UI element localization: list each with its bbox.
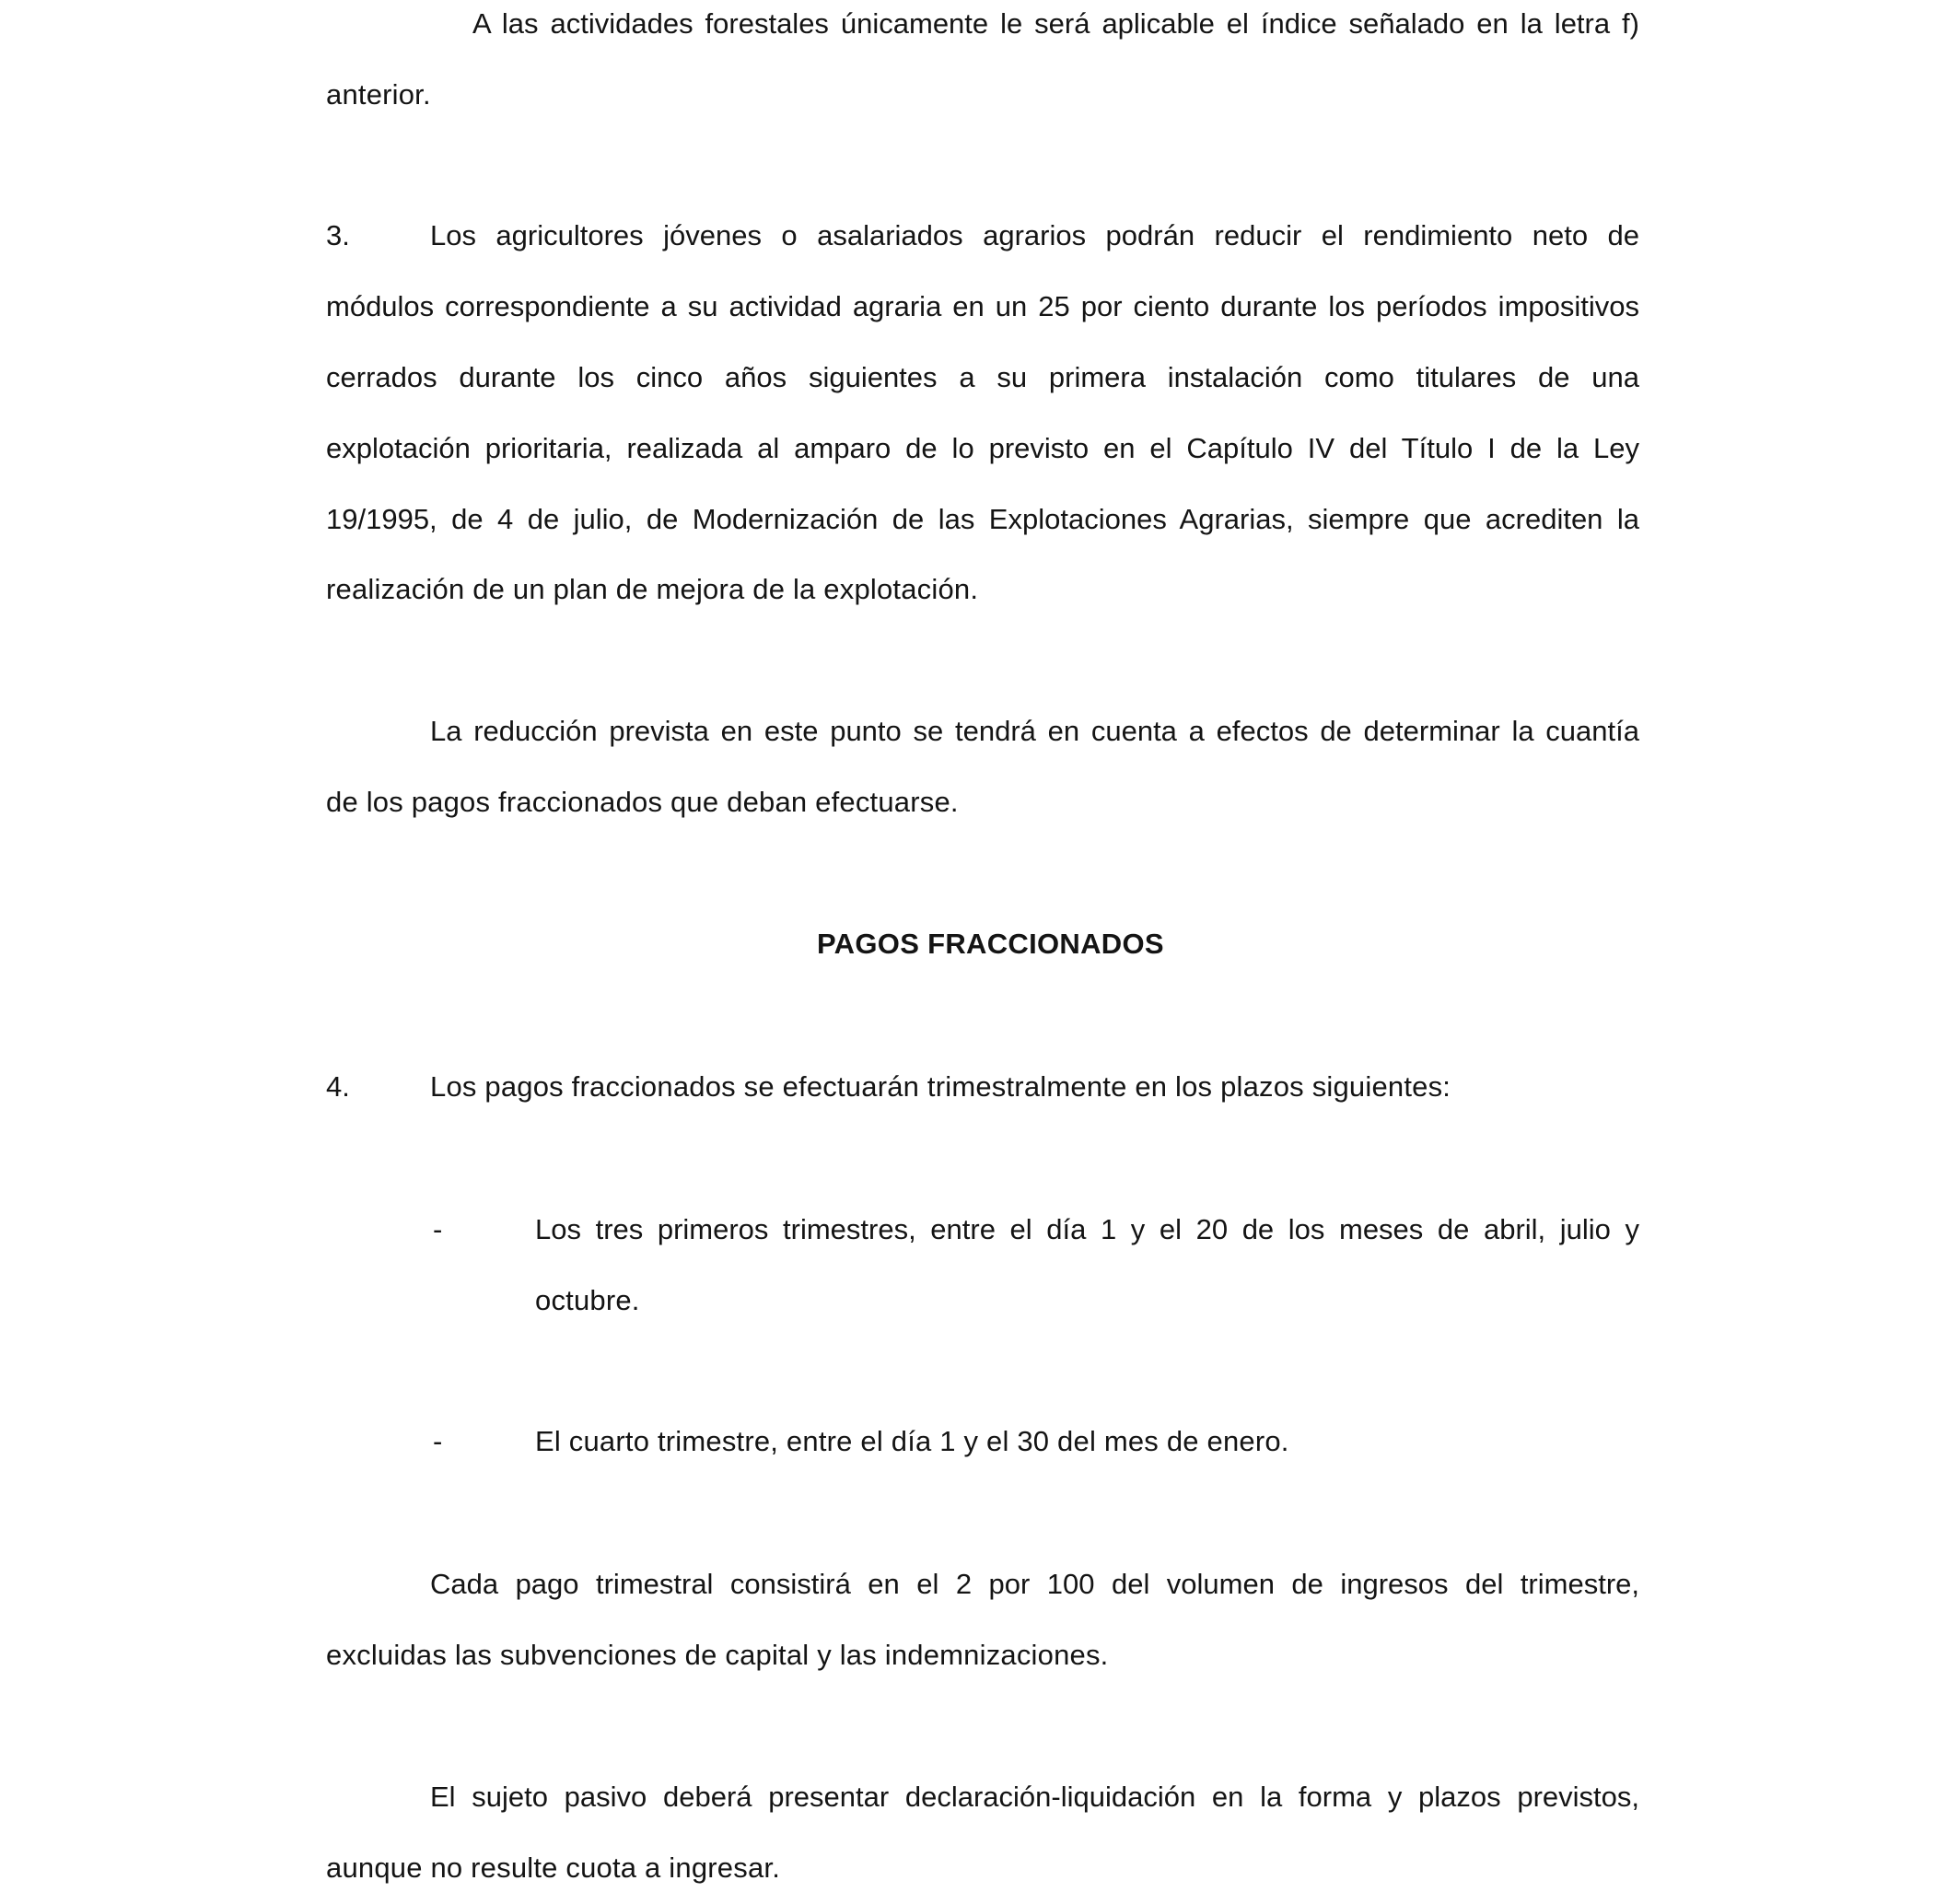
section-3-line-3: cerrados durante los cinco años siguientes a su primera instalación como titulares de una — [326, 361, 1639, 393]
paragraph-forestales-line-1: A las actividades forestales únicamente le será aplicable el índice señalado en la letra f) — [472, 7, 1639, 40]
bullet-1-line-1: Los tres primeros trimestres, entre el día 1 y el 20 de los meses de abril, julio y — [535, 1213, 1639, 1245]
section-4-number: 4. — [326, 1070, 350, 1103]
section-3-number: 3. — [326, 219, 350, 251]
section-4-text: Los pagos fraccionados se efectuarán trimestralmente en los plazos siguientes: — [430, 1070, 1451, 1103]
paragraph-pago-line-2: excluidas las subvenciones de capital y las indemnizaciones. — [326, 1639, 1109, 1671]
section-3-line-6: realización de un plan de mejora de la explotación. — [326, 573, 979, 605]
paragraph-reduccion-line-2: de los pagos fraccionados que deban efectuarse. — [326, 786, 959, 818]
section-3-line-5: 19/1995, de 4 de julio, de Modernización de las Explotaciones Agrarias, siempre que acrediten la — [326, 503, 1639, 535]
paragraph-sujeto-line-2: aunque no resulte cuota a ingresar. — [326, 1851, 781, 1884]
paragraph-reduccion-line-1: La reducción prevista en este punto se tendrá en cuenta a efectos de determinar la cuantía — [430, 715, 1639, 747]
paragraph-pago-line-1: Cada pago trimestral consistirá en el 2 por 100 del volumen de ingresos del trimestre, — [430, 1568, 1639, 1600]
section-3-line-1: Los agricultores jóvenes o asalariados agrarios podrán reducir el rendimiento neto de — [430, 219, 1639, 251]
bullet-2-marker: - — [433, 1425, 443, 1457]
section-3-line-4: explotación prioritaria, realizada al amparo de lo previsto en el Capítulo IV del Título I de la Ley — [326, 432, 1639, 464]
bullet-1-marker: - — [433, 1213, 443, 1245]
bullet-2-line-1: El cuarto trimestre, entre el día 1 y el 30 del mes de enero. — [535, 1425, 1289, 1457]
bullet-1-line-2: octubre. — [535, 1284, 640, 1316]
section-heading: PAGOS FRACCIONADOS — [817, 928, 1164, 960]
section-3-line-2: módulos correspondiente a su actividad agraria en un 25 por ciento durante los períodos impositivos — [326, 290, 1639, 322]
paragraph-sujeto-line-1: El sujeto pasivo deberá presentar declaración-liquidación en la forma y plazos previstos, — [430, 1781, 1639, 1813]
paragraph-forestales-line-2: anterior. — [326, 78, 431, 111]
